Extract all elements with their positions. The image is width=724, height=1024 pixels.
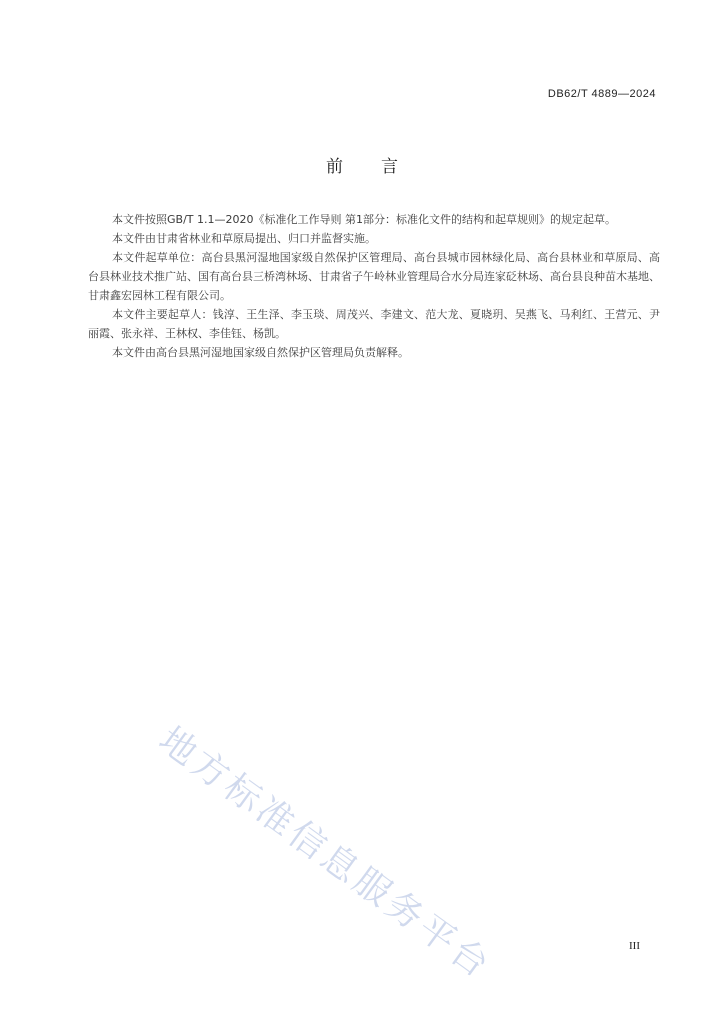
paragraph-drafters: 本文件主要起草人：钱淳、王生泽、李玉琰、周茂兴、李建文、范大龙、夏晓玥、吴燕飞、马利红、王营元、尹丽霞、张永祥、王林权、李佳钰、杨凯。 xyxy=(88,308,660,340)
paragraph-proposer: 本文件由甘肃省林业和草原局提出、归口并监督实施。 xyxy=(112,232,376,245)
watermark: 地方标准信息服务平台 xyxy=(151,719,499,988)
foreword-body xyxy=(88,210,660,362)
page-number: III xyxy=(629,940,640,952)
document-code: DB62/T 4889—2024 xyxy=(547,88,656,100)
paragraph-drafting-rules: 本文件按照GB/T 1.1—2020《标准化工作导则 第1部分：标准化文件的结构和起草规则》的规定起草。 xyxy=(112,213,616,226)
paragraph-drafting-units: 本文件起草单位：高台县黑河湿地国家级自然保护区管理局、高台县城市园林绿化局、高台县林业和草原局、高台县林业技术推广站、国有高台县三桥湾林场、甘肃省子午岭林业管理局合水分局连家砭林场、高台县良种苗木基地、甘肃鑫宏园林工程有限公司。 xyxy=(88,251,660,302)
paragraph-interpretation: 本文件由高台县黑河湿地国家级自然保护区管理局负责解释。 xyxy=(112,346,409,359)
page-title: 前言 xyxy=(326,157,436,177)
